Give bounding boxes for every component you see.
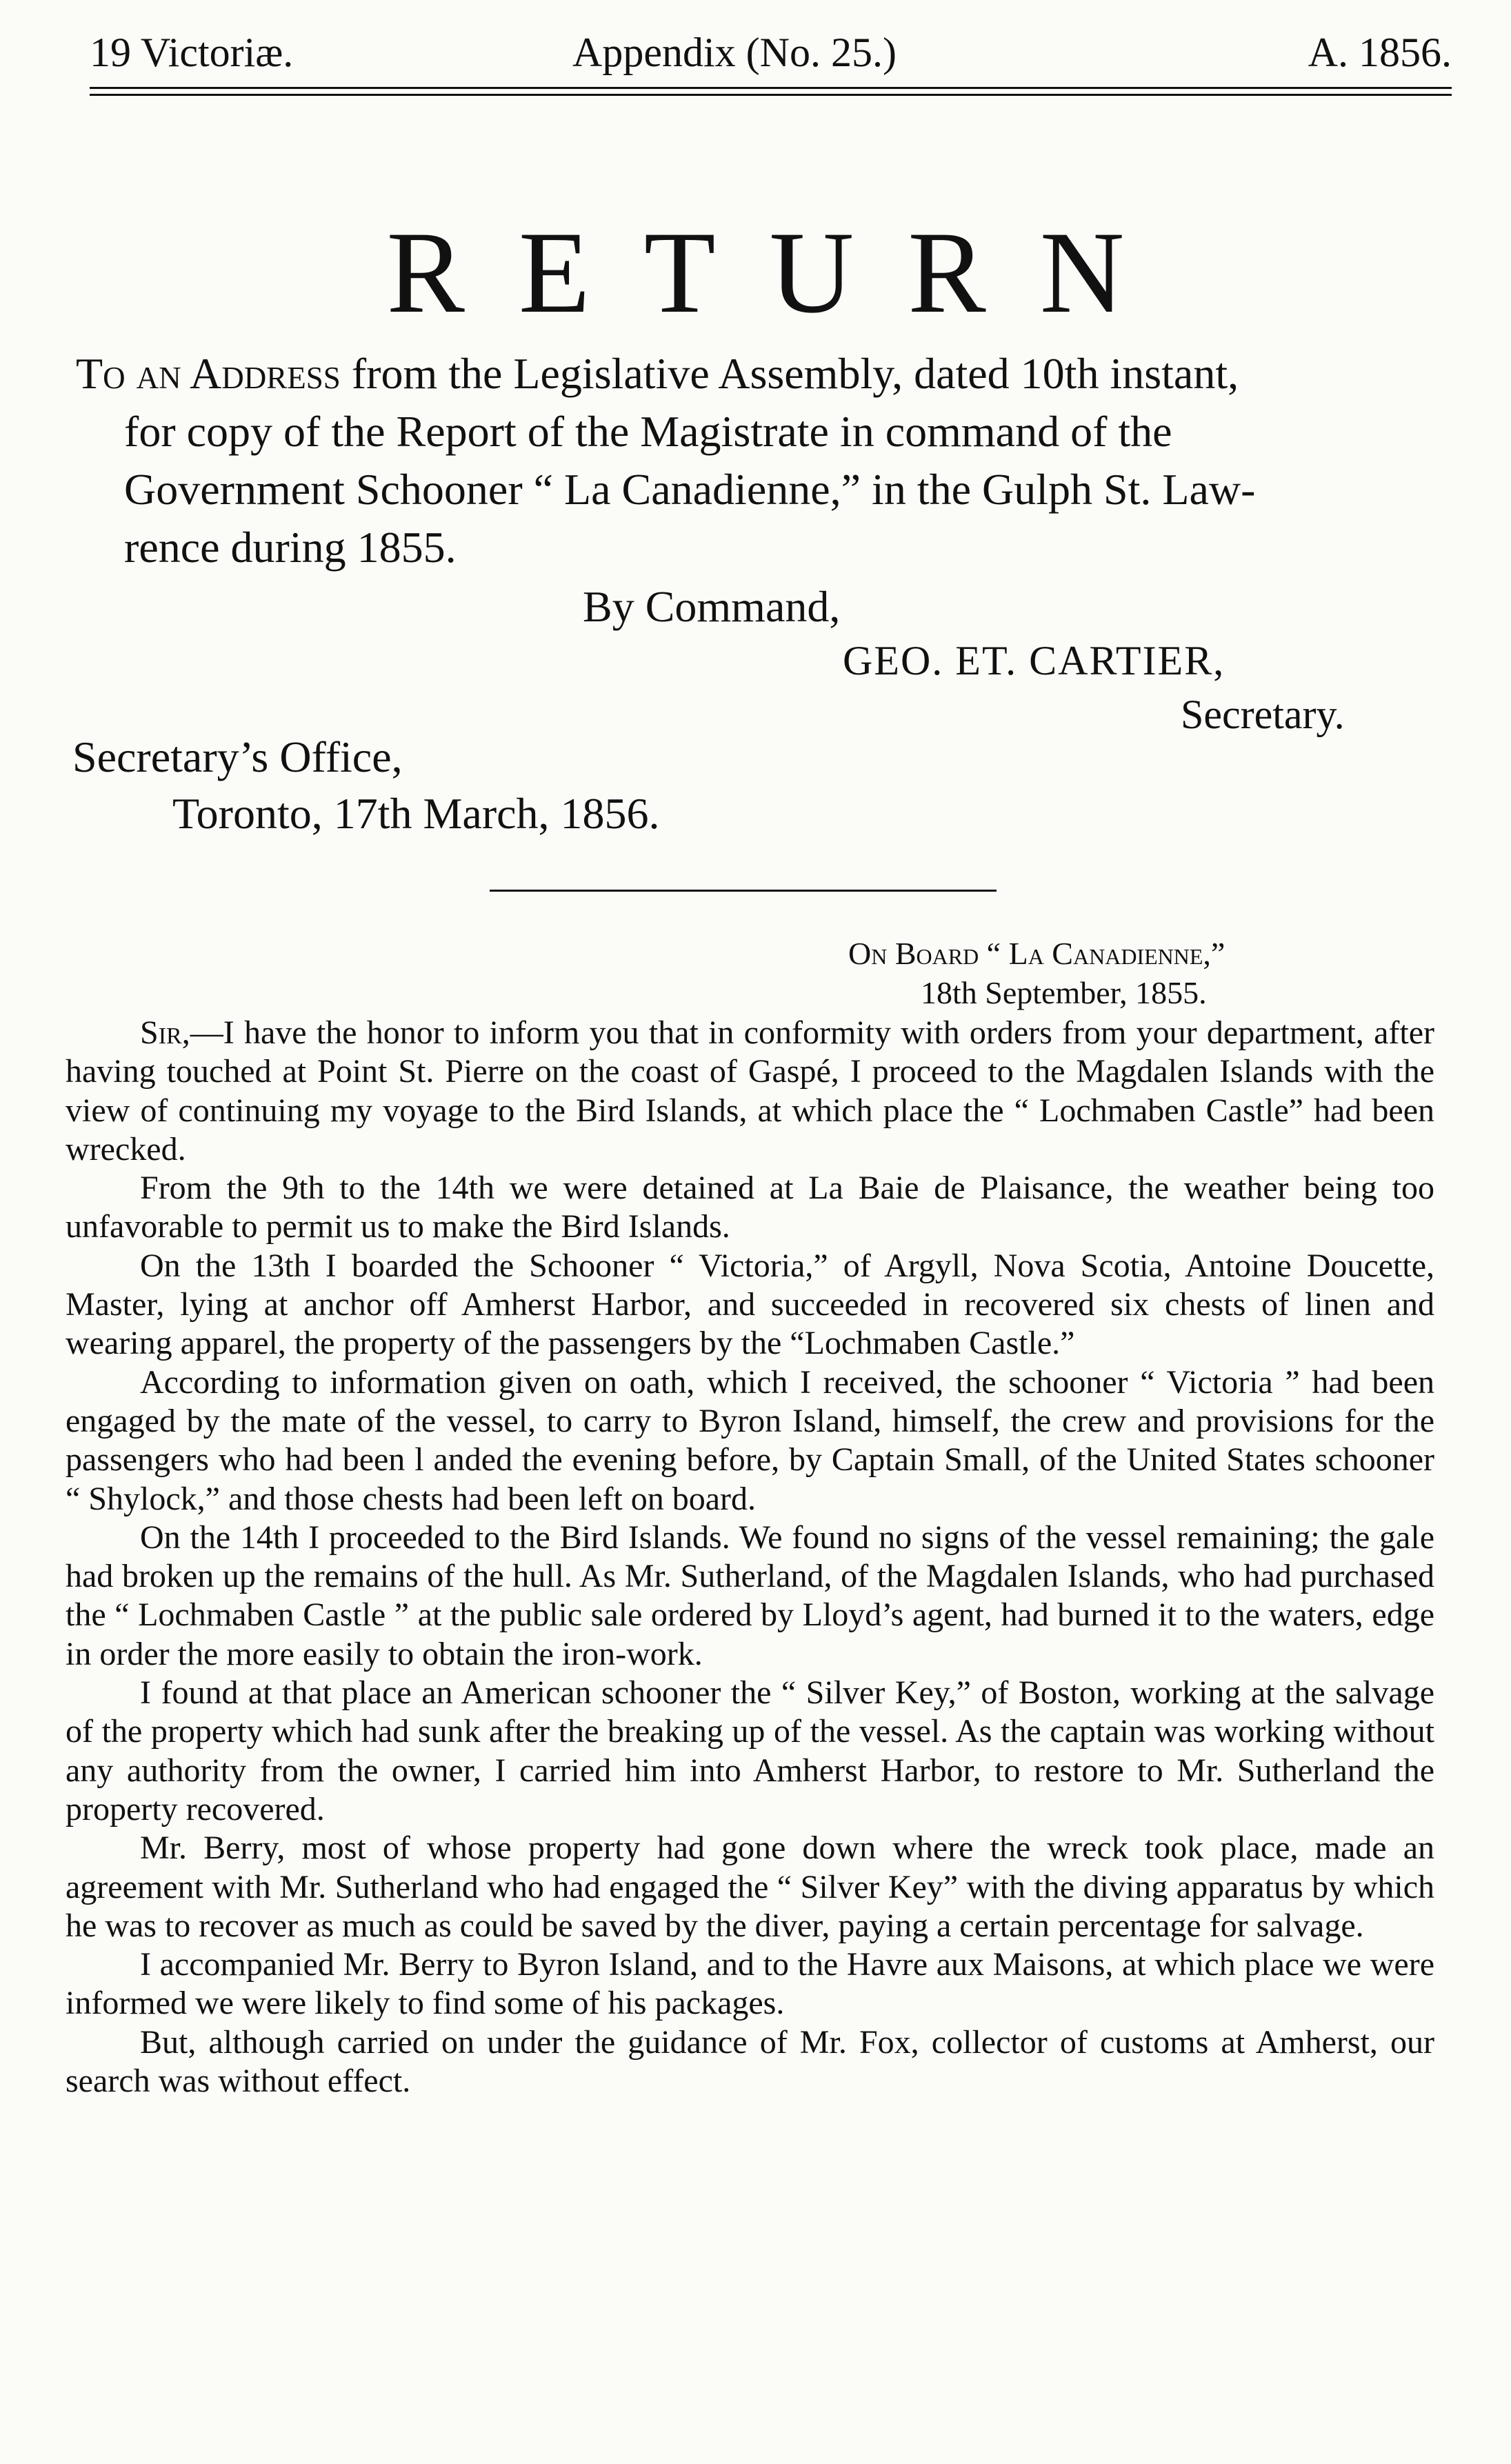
letter-date: 18th September, 1855. [921,975,1207,1010]
address-line-3: Government Schooner “ La Canadienne,” in the Gulph St. Law- [124,465,1256,514]
letter-body [66,1014,1434,2101]
document-title: RETURN [386,208,1179,337]
signatory-name: GEO. ET. CARTIER, [843,638,1225,683]
letter-paragraph: Mr. Berry, most of whose property had gone down where the wreck took place, made an agreement with Mr. Sutherland who had engaged the “ Silver Key” with the diving apparatus by which he was to recover as much as could be saved by the diver, paying a certain percentage for salvage. [66,1830,1434,1944]
letter-paragraph: On the 14th I proceeded to the Bird Islands. We found no signs of the vessel remaining; the gale had broken up the remains of the hull. As Mr. Sutherland, of the Magdalen Islands, who had purchased the “ Lochmaben Castle ” at the public sale ordered by Lloyd’s agent, had burned it to the waters, edge in order the more easily to obtain the iron-work. [66,1519,1434,1672]
letter-paragraph: I accompanied Mr. Berry to Byron Island, and to the Havre aux Maisons, at which place we were informed we were likely to find some of his packages. [66,1946,1434,2022]
letter-paragraph: I found at that place an American schooner the “ Silver Key,” of Boston, working at the salvage of the property which had sunk after the breaking up of the vessel. As the captain was working without any authority from the owner, I carried him into Amherst Harbor, to restore to Mr. Sutherland the property recovered. [66,1674,1434,1827]
office-place-date: Toronto, 17th March, 1856. [172,789,660,838]
running-header [90,25,1452,80]
address-line-1-rest: from the Legislative Assembly, dated 10th instant, [340,349,1239,398]
by-command: By Command, [583,582,841,631]
header-year: A. 1856. [1308,30,1452,75]
address-line-2: for copy of the Report of the Magistrate in command of the [124,407,1172,456]
section-divider [490,890,997,892]
letter-paragraph: According to information given on oath, which I received, the schooner “ Victoria ” had been engaged by the mate of the vessel, to carry to Byron Island, himself, the crew and provisions for the passengers who had been l anded the evening before, by Captain Small, of the United States schooner “ Shylock,” and those chests had been left on board. [66,1363,1434,1517]
office-name: Secretary’s Office, [72,732,403,781]
paragraph-text: —I have the honor to inform you that in conformity with orders from your department, after having touched at Point St. Pierre on the coast of Gaspé, I proceed to the Magdalen Islands with the view of continuing my voyage to the Bird Islands, at which place the “ Lochmaben Castle” had been wrecked. [66,1014,1434,1168]
header-regnal-year: 19 Victoriæ. [90,30,294,75]
signatory-title: Secretary. [1181,692,1345,737]
header-rule-top [90,87,1452,89]
address-line-4: rence during 1855. [124,523,457,572]
letter-paragraph: But, although carried on under the guidance of Mr. Fox, collector of customs at Amherst, our search was without effect. [66,2023,1434,2100]
letter-paragraph: On the 13th I boarded the Schooner “ Victoria,” of Argyll, Nova Scotia, Antoine Doucette, Master, lying at anchor off Amherst Harbor, and succeeded in recovered six chests of linen and wearing apparel, the property of the passengers by the “Lochmaben Castle.” [66,1247,1434,1362]
letter-paragraph [66,1014,1434,1169]
address-paragraph [76,345,1448,577]
letter-heading: On Board “ La Canadienne,” [848,936,1225,971]
letter-paragraph: From the 9th to the 14th we were detained at La Baie de Plaisance, the weather being too unfavorable to permit us to make the Bird Islands. [66,1170,1434,1245]
header-appendix-number: Appendix (No. 25.) [572,30,897,75]
address-lead: To an Address [76,349,341,398]
letter-salutation: Sir, [140,1014,190,1051]
address-line-1 [76,345,1448,403]
header-rule-bottom [90,94,1452,96]
